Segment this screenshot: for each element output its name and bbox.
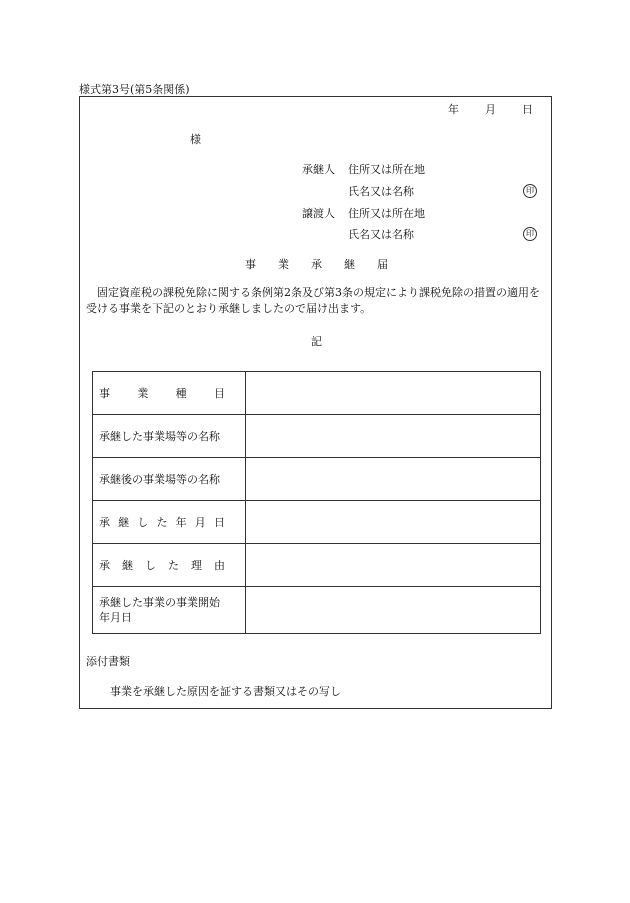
date-day: 日	[522, 103, 533, 116]
row-label-business-start-date: 承継した事業の事業開始 年月日	[93, 587, 246, 634]
successor-address-label: 住所又は所在地	[348, 163, 425, 176]
ki-heading: 記	[311, 335, 322, 348]
transferor-role: 譲渡人	[302, 207, 335, 220]
table-row	[93, 544, 541, 587]
document-title: 事業承継届	[245, 258, 410, 271]
addressee-suffix: 様	[190, 133, 201, 146]
table-row	[93, 458, 541, 501]
row-label-post-succession-site-name: 承継後の事業場等の名称	[93, 458, 246, 501]
date-month: 月	[485, 103, 496, 116]
body-text: 固定資産税の課税免除に関する条例第2条及び第3条の規定により課税免除の措置の適用を受ける事業を下記のとおり承継しましたので届け出ます。	[86, 286, 540, 315]
row-label-succession-reason: 承 継 し た 理 由	[93, 544, 246, 587]
detail-table	[92, 371, 541, 634]
attachments-item: 事業を承継した原因を証する書類又はその写し	[110, 685, 341, 698]
form-frame	[79, 96, 552, 709]
date-year: 年	[448, 103, 459, 116]
row-value-succeeded-site-name[interactable]	[246, 415, 541, 458]
row-label-business-type: 事 業 種 目	[93, 372, 246, 415]
row-value-succession-reason[interactable]	[246, 544, 541, 587]
date-line	[448, 101, 533, 117]
transferor-address-label: 住所又は所在地	[348, 207, 425, 220]
row-value-business-type[interactable]	[246, 372, 541, 415]
successor-role: 承継人	[302, 163, 335, 176]
row-label-succeeded-site-name: 承継した事業場等の名称	[93, 415, 246, 458]
table-row	[93, 501, 541, 544]
row-value-business-start-date[interactable]	[246, 587, 541, 634]
table-row	[93, 415, 541, 458]
table-row	[93, 372, 541, 415]
form-number: 様式第3号(第5条関係)	[79, 83, 190, 96]
table-row	[93, 587, 541, 634]
transferor-name-label: 氏名又は名称	[348, 228, 414, 241]
successor-seal-icon: 印	[523, 184, 537, 198]
attachments-heading: 添付書類	[86, 655, 130, 668]
row-label-succession-date: 承 継 し た 年 月 日	[93, 501, 246, 544]
transferor-seal-icon: 印	[523, 227, 537, 241]
row-value-post-succession-site-name[interactable]	[246, 458, 541, 501]
successor-name-label: 氏名又は名称	[348, 185, 414, 198]
row-value-succession-date[interactable]	[246, 501, 541, 544]
